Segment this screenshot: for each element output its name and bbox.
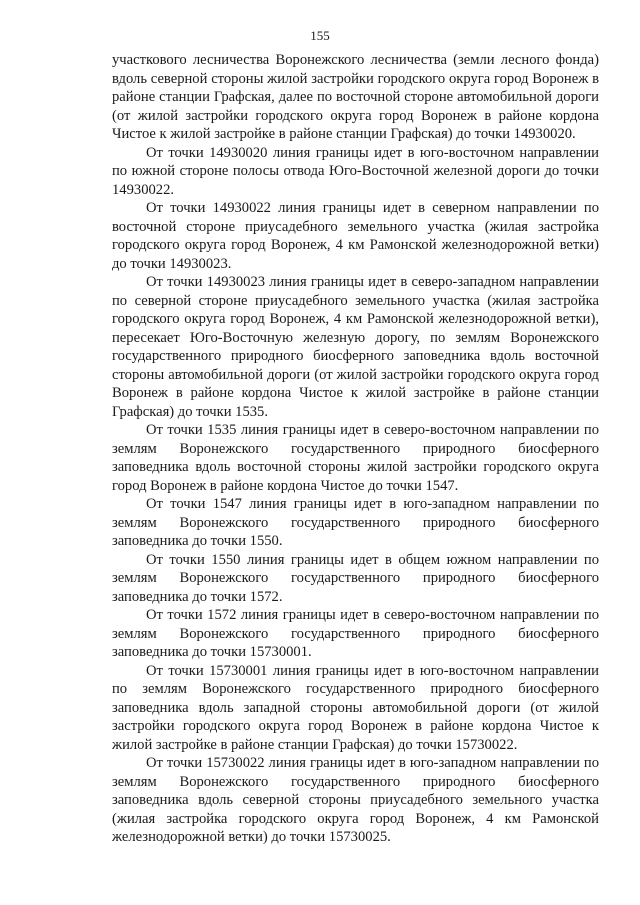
- paragraph: От точки 15730022 линия границы идет в юго-западном направлении по землям Воронежского государственного природного биосферного заповедника вдоль северной стороны приусадебного земельного участка (жилая застройка городского округа город Воронеж, 4 км Рамонской железнодорожной ветки) до точки 15730025.: [112, 755, 599, 845]
- page-number: 155: [310, 28, 330, 43]
- document-body: [112, 51, 599, 847]
- paragraph: От точки 14930020 линия границы идет в юго-восточном направлении по южной стороне полосы отвода Юго-Восточной железной дороги до точки 14930022.: [112, 144, 599, 198]
- paragraph: От точки 14930023 линия границы идет в северо-западном направлении по северной стороне приусадебного земельного участка (жилая застройка городского округа город Воронеж, 4 км Рамонской железнодорожной ветки), пересекает Юго-Восточную железную дорогу, по землям Воронежского государственного природного биосферного заповедника вдоль восточной стороны автомобильной дороги (от жилой застройки городского округа город Воронеж в районе кордона Чистое к жилой застройке в районе станции Графская) до точки 1535.: [112, 274, 599, 420]
- paragraph: От точки 1550 линия границы идет в общем южном направлении по землям Воронежского государственного природного биосферного заповедника до точки 1572.: [112, 551, 599, 605]
- paragraph: От точки 15730001 линия границы идет в юго-восточном направлении по землям Воронежского государственного природного биосферного заповедника вдоль западной стороны автомобильной дороги (от жилой застройки городского округа город Воронеж в районе кордона Чистое к жилой застройке в районе станции Графская) до точки 15730022.: [112, 662, 599, 753]
- paragraph: От точки 1535 линия границы идет в северо-восточном направлении по землям Воронежского государственного природного биосферного заповедника вдоль восточной стороны жилой застройки городского округа город Воронеж в районе кордона Чистое до точки 1547.: [112, 422, 599, 494]
- paragraph: От точки 1572 линия границы идет в северо-восточном направлении по землям Воронежского государственного природного биосферного заповедника до точки 15730001.: [112, 607, 599, 660]
- paragraph: От точки 1547 линия границы идет в юго-западном направлении по землям Воронежского государственного природного биосферного заповедника до точки 1550.: [112, 496, 599, 549]
- paragraph: участкового лесничества Воронежского лесничества (земли лесного фонда) вдоль северной стороны жилой застройки городского округа город Воронеж в районе станции Графская, далее по восточной стороне автомобильной дороги (от жилой застройки городского округа город Воронеж в районе кордона Чистое к жилой застройке в районе станции Графская) до точки 14930020.: [112, 52, 599, 142]
- paragraph: От точки 14930022 линия границы идет в северном направлении по восточной стороне приусадебного земельного участка (жилая застройка городского округа город Воронеж, 4 км Рамонской железнодорожной ветки) до точки 14930023.: [112, 200, 599, 272]
